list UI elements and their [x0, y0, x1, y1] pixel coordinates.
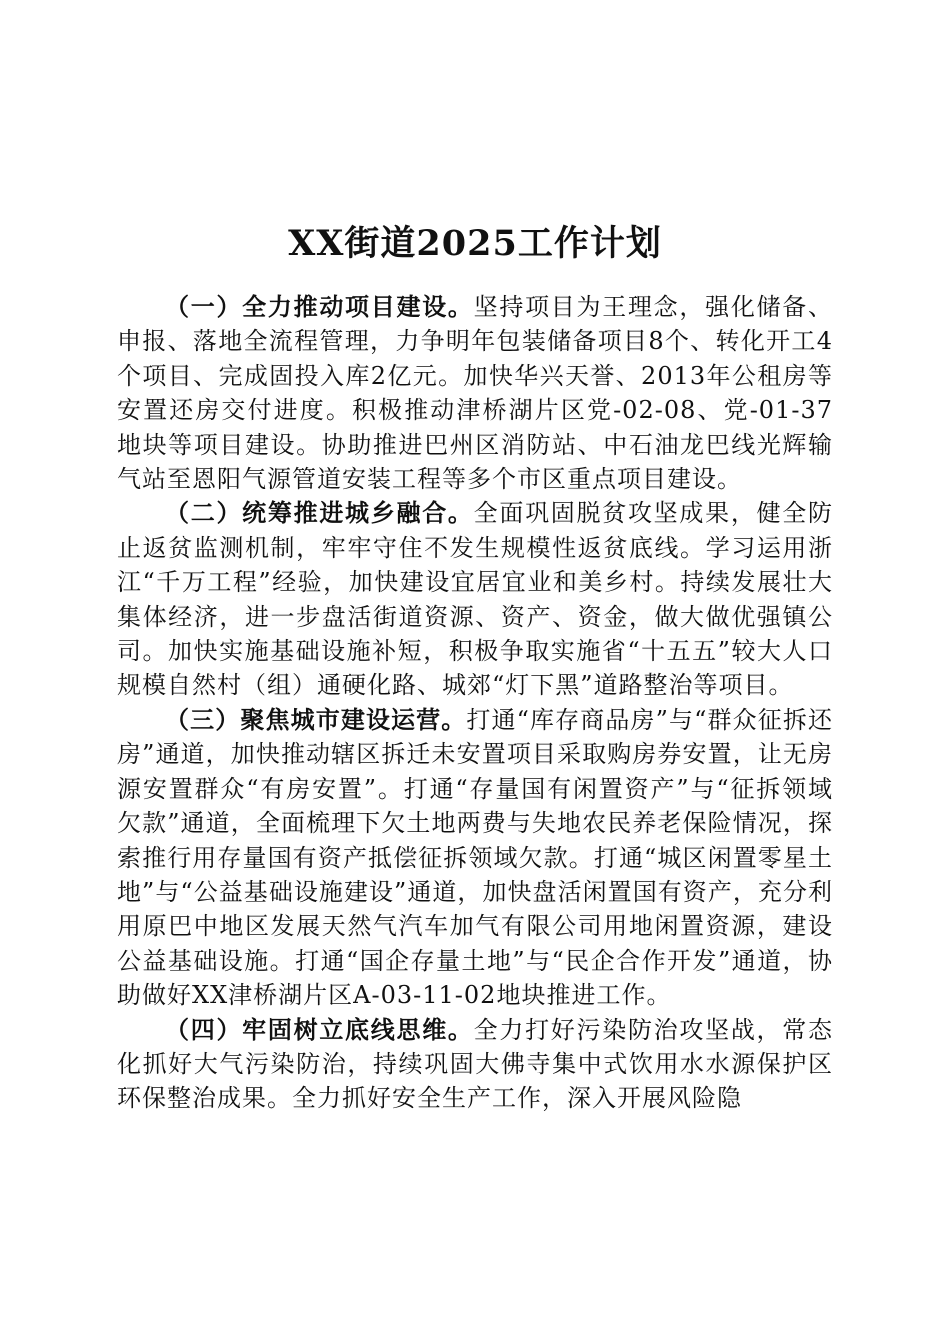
paragraph-2	[117, 496, 833, 702]
paragraph-1	[117, 290, 833, 496]
paragraph-2-text: 全面巩固脱贫攻坚成果，健全防止返贫监测机制，牢牢守住不发生规模性返贫底线。学习运用浙江“千万工程”经验，加快建设宜居宜业和美乡村。持续发展壮大集体经济，进一步盘活街道资源、资产、资金，做大做优强镇公司。加快实施基础设施补短，积极争取实施省“十五五”较大人口规模自然村（组）通硬化路、城郊“灯下黑”道路整治等项目。	[117, 499, 833, 700]
paragraph-2-heading: （二）统筹推进城乡融合。	[165, 498, 474, 528]
paragraph-4-heading: （四）牢固树立底线思维。	[165, 1014, 474, 1044]
paragraph-3-heading: （三）聚焦城市建设运营。	[165, 704, 467, 734]
paragraph-1-text: 坚持项目为王理念，强化储备、申报、落地全流程管理，力争明年包装储备项目8个、转化开工4个项目、完成固投入库2亿元。加快华兴天誉、2013年公租房等安置还房交付进度。积极推动津桥湖片区党-02-08、党-01-37地块等项目建设。协助推进巴州区消防站、中石油龙巴线光辉输气站至恩阳气源管道安装工程等多个市区重点项目建设。	[117, 293, 833, 494]
paragraph-1-heading: （一）全力推动项目建设。	[165, 292, 474, 321]
paragraph-4	[117, 1013, 833, 1116]
document-title: XX街道2025工作计划	[288, 223, 662, 265]
paragraph-3	[117, 703, 833, 1013]
document-body	[117, 290, 833, 1116]
paragraph-3-text: 打通“库存商品房”与“群众征拆还房”通道，加快推动辖区拆迁未安置项目采取购房券安置，让无房源安置群众“有房安置”。打通“存量国有闲置资产”与“征拆领域欠款”通道，全面梳理下欠土地两费与失地农民养老保险情况，探索推行用存量国有资产抵偿征拆领域欠款。打通“城区闲置零星土地”与“公益基础设施建设”通道，加快盘活闲置国有资产，充分利用原巴中地区发展天然气汽车加气有限公司用地闲置资源，建设公益基础设施。打通“国企存量土地”与“民企合作开发”通道，协助做好XX津桥湖片区A-03-11-02地块推进工作。	[117, 705, 834, 1010]
paragraph-4-text: 全力打好污染防治攻坚战，常态化抓好大气污染防治，持续巩固大佛寺集中式饮用水水源保护区环保整治成果。全力抓好安全生产工作，深入开展风险隐	[117, 1015, 833, 1113]
